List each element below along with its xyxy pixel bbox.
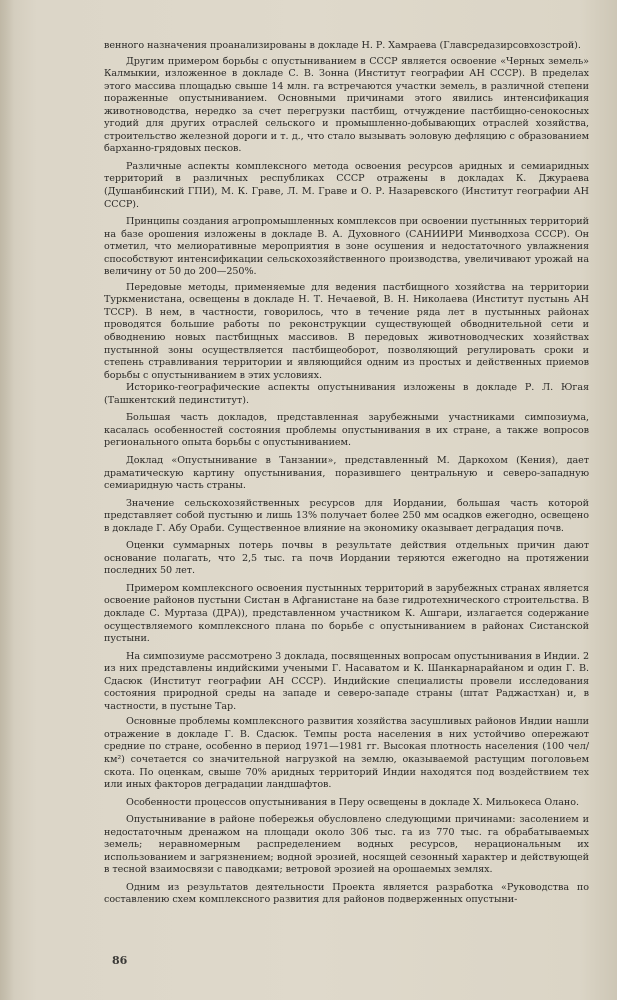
paragraph-2: Другим примером борьбы с опустыниванием в СССР является освоение «Черных земель» Калмыкии, изложенное в докладе С. В. Зонна (Институт географии АН СССР). В пределах этого массива площадью свыше 14 млн. га встречаются участки земель, в различной степени пораженные опустыниванием. Основными причинами этого явились интенсификация животноводства, нередко за счет перегрузки пастбищ, отчуждение пастбищно-сенокосных угодий для других отраслей сельского и промышленно-добывающих отраслей хозяйства, строительство железной дороги и т. д., что стало вызывать эоловую дефляцию с образованием барханно-грядовых песков. xyxy=(104,55,589,155)
paragraph-4: Принципы создания агропромышленных комплексов при освоении пустынных территорий на базе орошения изложены в докладе В. А. Духовного (САНИИРИ Минводхоза СССР). Он отметил, что мелиоративные мероприятия в зоне осушения и недостаточного увлажнения способствуют интенсификации сельскохозяйственного производства, увеличивают урожай на величину от 50 до 200—250%. xyxy=(104,216,589,278)
paragraph-13: Основные проблемы комплексного развития хозяйства засушливых районов Индии нашли отражение в докладе Г. В. Сдасюк. Темпы роста населения в них устойчиво опережают средние по стране, особенно в период 1971—1981 гг. Высокая плотность населения (100 чел/км²) сочетается со значительной нагрузкой на землю, оказываемой растущим поголовьем скота. По оценкам, свыше 70% аридных территорий Индии находятся под воздействием тех или иных факторов деградации ландшафтов. xyxy=(104,716,589,791)
paragraph-1: венного назначения проанализированы в докладе Н. Р. Хамраева (Главсредазирсовхозстрой). xyxy=(104,40,581,51)
page-spine-shadow xyxy=(0,0,14,1000)
paragraph-6: Историко-географические аспекты опустынивания изложены в докладе Р. Л. Югая (Ташкентский пединститут). xyxy=(104,382,589,406)
paragraph-7: Большая часть докладов, представленная зарубежными участниками симпозиума, касалась особенностей состояния проблемы опустынивания в их стране, а также вопросов регионального опыта борьбы с опустыниванием. xyxy=(104,412,589,449)
paragraph-11: Примером комплексного освоения пустынных территорий в зарубежных странах является освоение районов пустыни Систан в Афганистане на базе гидротехнического строительства. В докладе С. Муртаза (ДРА)), представленном участником К. Ашгари, излагается содержание осуществляемого комплексного плана по борьбе с опустыниванием в районах Систанской пустыни. xyxy=(104,582,589,645)
paragraph-9: Значение сельскохозяйственных ресурсов для Иордании, большая часть которой представляет собой пустыню и лишь 13% получает более 250 мм осадков ежегодно, освещено в докладе Г. Абу Ораби. Существенное влияние на экономику оказывает деградация почв. xyxy=(104,497,589,534)
paragraph-8: Доклад «Опустынивание в Танзании», представленный М. Даркохом (Кения), дает драматическую картину опустынивания, поразившего центральную и северо-западную семиаридную часть страны. xyxy=(104,454,589,492)
page-number: 86 xyxy=(112,954,128,967)
paragraph-12: На симпозиуме рассмотрено 3 доклада, посвященных вопросам опустынивания в Индии. 2 из них представлены индийскими учеными Г. Насаватом и К. Шанкарнарайаном и один Г. В. Сдасюк (Институт географии АН СССР). Индийские специалисты провели исследования состояния природной среды на западе и северо-западе страны (штат Раджастхан) и, в частности, в пустыне Тар. xyxy=(104,650,589,712)
paragraph-10: Оценки суммарных потерь почвы в результате действия отдельных причин дают основание полагать, что 2,5 тыс. га почв Иордании теряются ежегодно на протяжении последних 50 лет. xyxy=(104,540,589,577)
paragraph-14: Особенности процессов опустынивания в Перу освещены в докладе Х. Мильокеса Олано. xyxy=(126,796,579,808)
paragraph-16: Одним из результатов деятельности Проекта является разработка «Руководства по составлению схем комплексного развития для районов подверженных опустыни- xyxy=(104,881,589,906)
paragraph-15: Опустынивание в районе побережья обусловлено следующими причинами: засолением и недостаточным дренажом на площади около 306 тыс. га из 770 тыс. га обрабатываемых земель; неравномерным распределением водных ресурсов, нерациональным их использованием и загрязнением; водной эрозией, носящей сезонный характер и действующей в тесной взаимосвязи с паводками; ветровой эрозией на орошаемых землях. xyxy=(104,814,589,876)
paragraph-5: Передовые методы, применяемые для ведения пастбищного хозяйства на территории Туркменистана, освещены в докладе Н. Т. Нечаевой, В. Н. Николаева (Институт пустынь АН ТССР). В нем, в частности, говорилось, что в течение ряда лет в пустынных районах проводятся большие работы по реконструкции существующей обводнительной сети и обводнению новых пастбищных массивов. В передовых животноводческих хозяйствах пустынной зоны осуществляется пастбищеоборот, позволяющий регулировать сроки и степень стравливания территории и являющийся одним из простых и действенных приемов борьбы с опустыниванием в этих условиях. xyxy=(104,281,589,381)
page-text xyxy=(104,40,589,907)
paragraph-3: Различные аспекты комплексного метода освоения ресурсов аридных и семиаридных территорий в различных республиках СССР отражены в докладах К. Джураева (Душанбинский ГПИ), М. К. Граве, Л. М. Граве и О. Р. Назаревского (Институт географии АН СССР). xyxy=(104,160,589,210)
